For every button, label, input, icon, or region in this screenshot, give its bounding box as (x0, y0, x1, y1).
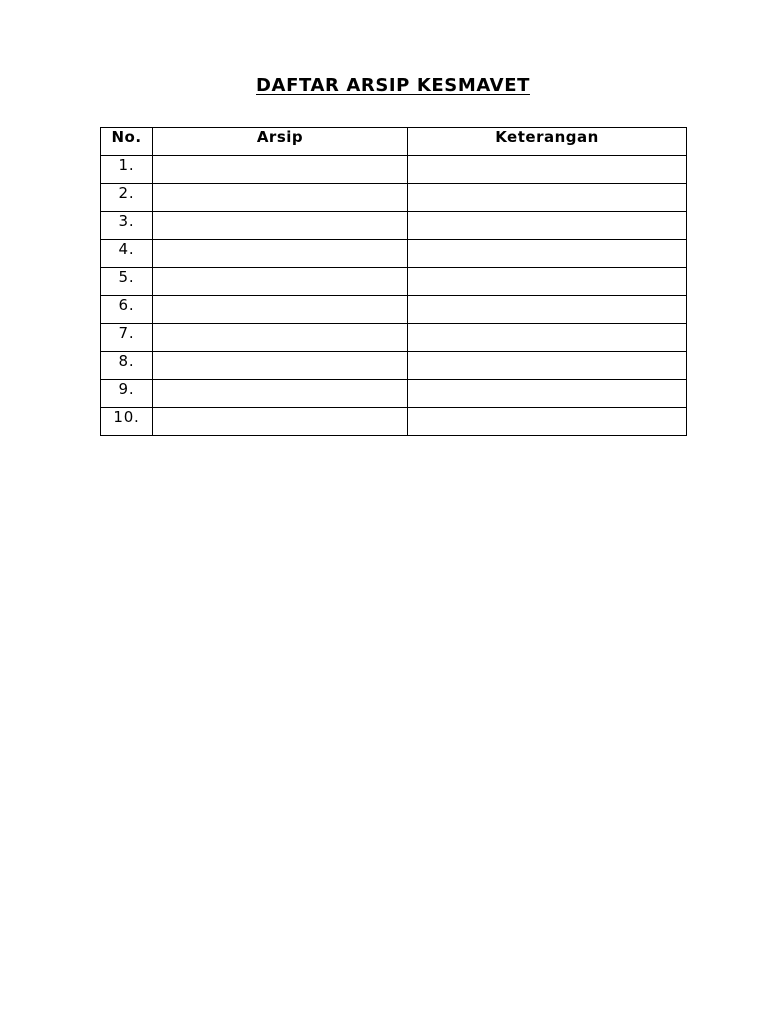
row-number: 4. (101, 240, 153, 268)
row-number: 6. (101, 296, 153, 324)
row-number: 8. (101, 352, 153, 380)
keterangan-cell (408, 296, 687, 324)
keterangan-cell (408, 380, 687, 408)
table-row (101, 156, 687, 184)
row-number: 5. (101, 268, 153, 296)
arsip-cell (153, 352, 408, 380)
table-row (101, 268, 687, 296)
table-row (101, 184, 687, 212)
keterangan-cell (408, 240, 687, 268)
keterangan-cell (408, 184, 687, 212)
arsip-cell (153, 296, 408, 324)
keterangan-cell (408, 212, 687, 240)
row-number: 7. (101, 324, 153, 352)
row-number: 10. (101, 408, 153, 436)
arsip-cell (153, 156, 408, 184)
table-row (101, 408, 687, 436)
arsip-cell (153, 380, 408, 408)
row-number: 1. (101, 156, 153, 184)
arsip-cell (153, 184, 408, 212)
arsip-cell (153, 324, 408, 352)
header-arsip: Arsip (153, 128, 408, 156)
table-row (101, 296, 687, 324)
table-row (101, 212, 687, 240)
header-keterangan: Keterangan (408, 128, 687, 156)
document-title: DAFTAR ARSIP KESMAVET (256, 75, 530, 96)
table-header-row (101, 128, 687, 156)
archive-table (100, 127, 687, 436)
keterangan-cell (408, 408, 687, 436)
keterangan-cell (408, 268, 687, 296)
table-row (101, 240, 687, 268)
table-row (101, 324, 687, 352)
row-number: 9. (101, 380, 153, 408)
keterangan-cell (408, 324, 687, 352)
keterangan-cell (408, 352, 687, 380)
table-row (101, 352, 687, 380)
arsip-cell (153, 268, 408, 296)
row-number: 3. (101, 212, 153, 240)
header-no: No. (101, 128, 153, 156)
keterangan-cell (408, 156, 687, 184)
arsip-cell (153, 408, 408, 436)
row-number: 2. (101, 184, 153, 212)
arsip-cell (153, 212, 408, 240)
table-row (101, 380, 687, 408)
arsip-cell (153, 240, 408, 268)
